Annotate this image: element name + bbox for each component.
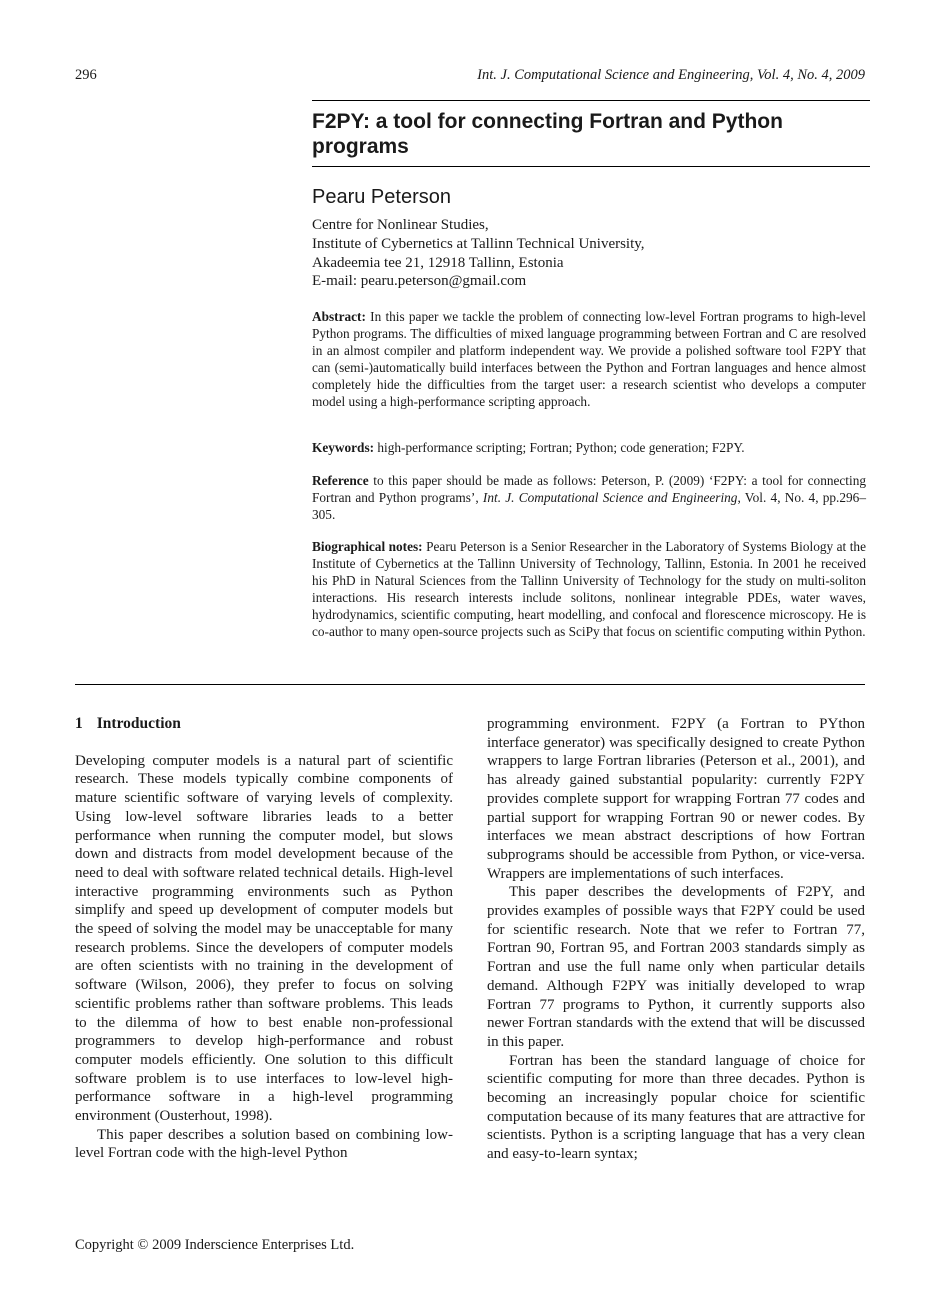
author-name: Pearu Peterson	[312, 186, 451, 208]
reference-label: Reference	[312, 473, 369, 488]
biographical-notes	[312, 538, 866, 641]
keywords-label: Keywords:	[312, 440, 375, 455]
abstract	[312, 308, 866, 411]
right-column	[487, 715, 865, 1164]
reference-volume: , Vol. 4, No. 4, pp.296–305.	[312, 490, 866, 523]
keywords-text: high-performance scripting; Fortran; Python; code generation; F2PY.	[377, 440, 745, 455]
page-number: 296	[75, 67, 97, 83]
affiliation-email: E-mail: pearu.peterson@gmail.com	[312, 273, 527, 290]
keywords	[312, 439, 866, 456]
paragraph: programming environment. F2PY (a Fortran to PYthon interface generator) was specifically designed to create Python wrappers to large Fortran libraries (Peterson et al., 2001), and has already gained substantial popularity: currently F2PY provides complete support for wrapping Fortran 77 codes and partial support for wrapping Fortran 90 or newer codes. By interfaces we mean abstract descriptions of how Fortran subprograms should be accessible from Python, or vice-versa. Wrappers are implementations of such interfaces.	[487, 716, 865, 882]
affiliation-line: Centre for Nonlinear Studies,	[312, 217, 489, 233]
section-heading	[75, 715, 453, 734]
title-top-rule	[312, 100, 870, 101]
bio-text: Pearu Peterson is a Senior Researcher in the Laboratory of Systems Biology at the Institute of Cybernetics at the Tallinn University of Technology, Tallinn, Estonia. In 2001 he received his PhD in Natural Sciences from the Tallinn University of Technology for the study on multi-soliton interactions. His research interests include solitons, nonlinear integrable PDEs, water waves, hydrodynamics, scientific computing, heart modelling, and confocal and florescence microscopy. He is co-author to many open-source projects such as SciPy that focus on scientific computing within Python.	[312, 539, 866, 640]
paragraph: Developing computer models is a natural part of scientific research. These models typically combine components of mature scientific software of varying levels of complexity. Using low-level software libraries leads to a better performance when running the computer model, but slows down and distracts from model development because of the need to deal with software related technical details. High-level interactive programming environments such as Python simplify and speed up development of computer models but the speed of solving the model may be unacceptable for many research problems. Since the developers of computer models are often scientists with no training in the development of software (Wilson, 2006), they prefer to focus on solving scientific problems rather than software problems. This leads to the dilemma of how to best enable non-professional programmers to develop high-performance and robust computer models efficiently. One solution to this difficult software problem is to use interfaces to low-level high-performance software in a high-level programming environment (Ousterhout, 1998).	[75, 752, 453, 1125]
affiliation	[312, 216, 645, 291]
paragraph: Fortran has been the standard language of choice for scientific computing for more than three decades. Python is becoming an increasingly popular choice for scientific computation because of its many features that are attractive for scientists. Python is a scripting language that has a very clean and easy-to-learn syntax;	[487, 1052, 865, 1163]
reference	[312, 472, 866, 523]
affiliation-line: Institute of Cybernetics at Tallinn Technical University,	[312, 235, 645, 252]
left-column	[75, 715, 453, 1163]
paragraph: This paper describes a solution based on combining low-level Fortran code with the high-level Python	[75, 1126, 453, 1162]
abstract-label: Abstract:	[312, 309, 366, 324]
section-title: Introduction	[96, 715, 181, 732]
paper-title: F2PY: a tool for connecting Fortran and Python programs	[312, 110, 783, 158]
section-rule	[75, 684, 865, 685]
reference-text: to this paper should be made as follows: Peterson, P. (2009) ‘F2PY: a tool for connecting Fortran and Python programs’,	[312, 473, 866, 506]
abstract-text: In this paper we tackle the problem of connecting low-level Fortran programs to high-level Python programs. The difficulties of mixed language programming between Fortran and C are resolved in an almost compiler and platform independent way. We provide a polished software tool F2PY that can (semi-)automatically build interfaces between the Python and Fortran languages and hence almost completely hide the difficulties from the target user: a research scientist who develops a computer model using a high-performance scripting approach.	[312, 309, 866, 410]
title-bottom-rule	[312, 166, 870, 167]
reference-journal: Int. J. Computational Science and Engineering	[482, 490, 738, 506]
section-number: 1	[75, 715, 83, 732]
affiliation-line: Akadeemia tee 21, 12918 Tallinn, Estonia	[312, 254, 564, 271]
running-head: Int. J. Computational Science and Engineering, Vol. 4, No. 4, 2009	[477, 67, 865, 83]
bio-label: Biographical notes:	[312, 539, 423, 554]
title-block	[312, 100, 870, 167]
paragraph: This paper describes the developments of F2PY, and provides examples of possible ways that F2PY could be used for scientific research. Note that we refer to Fortran 77, Fortran 90, Fortran 95, and Fortran 2003 standards simply as Fortran and use the full name only when particular details demand. Although F2PY was initially developed to wrap Fortran 77 programs to Python, it currently supports also newer Fortran standards with the extend that will be discussed in this paper.	[487, 884, 865, 1050]
copyright-footer: Copyright © 2009 Inderscience Enterprises Ltd.	[75, 1237, 355, 1253]
